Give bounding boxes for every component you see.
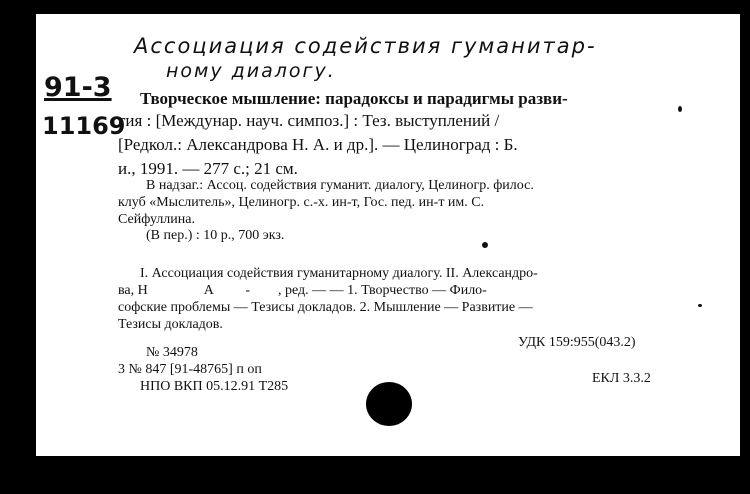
order-number: 3 № 847 [91-48765] п оп (118, 362, 262, 377)
tracings-line-3: софские проблемы — Тезисы докладов. 2. Мышление — Развитие — (118, 300, 533, 315)
record-number: № 34978 (146, 345, 198, 360)
note-line-1: В надзаг.: Ассоц. содействия гуманит. диалогу, Целиногр. филос. (146, 178, 534, 193)
shelfmark-bottom: 11169 (42, 112, 126, 140)
handwritten-line-1: Ассоциация содействия гуманитар- (134, 34, 597, 58)
tracings-line-2: ва, Н А - , ред. — — 1. Творчество — Фило- (118, 283, 487, 298)
catalog-card (36, 14, 740, 456)
handwritten-line-2: ному диалогу. (166, 60, 336, 82)
publisher-line: НПО ВКП 05.12.91 Т285 (140, 379, 289, 394)
entry-title: Творческое мышление: парадоксы и парадигмы разви- (140, 89, 568, 108)
note-line-2: клуб «Мыслитель», Целиногр. с.-х. ин-т, Гос. пед. ин-т им. С. (118, 195, 485, 210)
ink-speck (698, 304, 702, 307)
ink-speck (678, 106, 682, 112)
ink-blot (366, 382, 412, 426)
tracings-line-1: I. Ассоциация содействия гуманитарному диалогу. II. Александро- (140, 266, 538, 281)
entry-line-2: тия : [Междунар. науч. симпоз.] : Тез. выступлений / (118, 111, 500, 130)
entry-line-3: [Редкол.: Александрова Н. А. и др.]. — Целиноград : Б. (118, 135, 518, 154)
note-line-3: Сейфуллина. (118, 212, 195, 227)
entry-line-4: и., 1991. — 277 с.; 21 см. (118, 159, 298, 178)
bbk-index: ЕКЛ 3.3.2 (592, 371, 651, 386)
tracings-line-4: Тезисы докладов. (118, 317, 223, 332)
ink-speck (482, 242, 488, 248)
udc-index: УДК 159:955(043.2) (518, 335, 636, 350)
price-line: (В пер.) : 10 р., 700 экз. (146, 228, 285, 243)
shelfmark-top: 91-3 (44, 72, 112, 103)
